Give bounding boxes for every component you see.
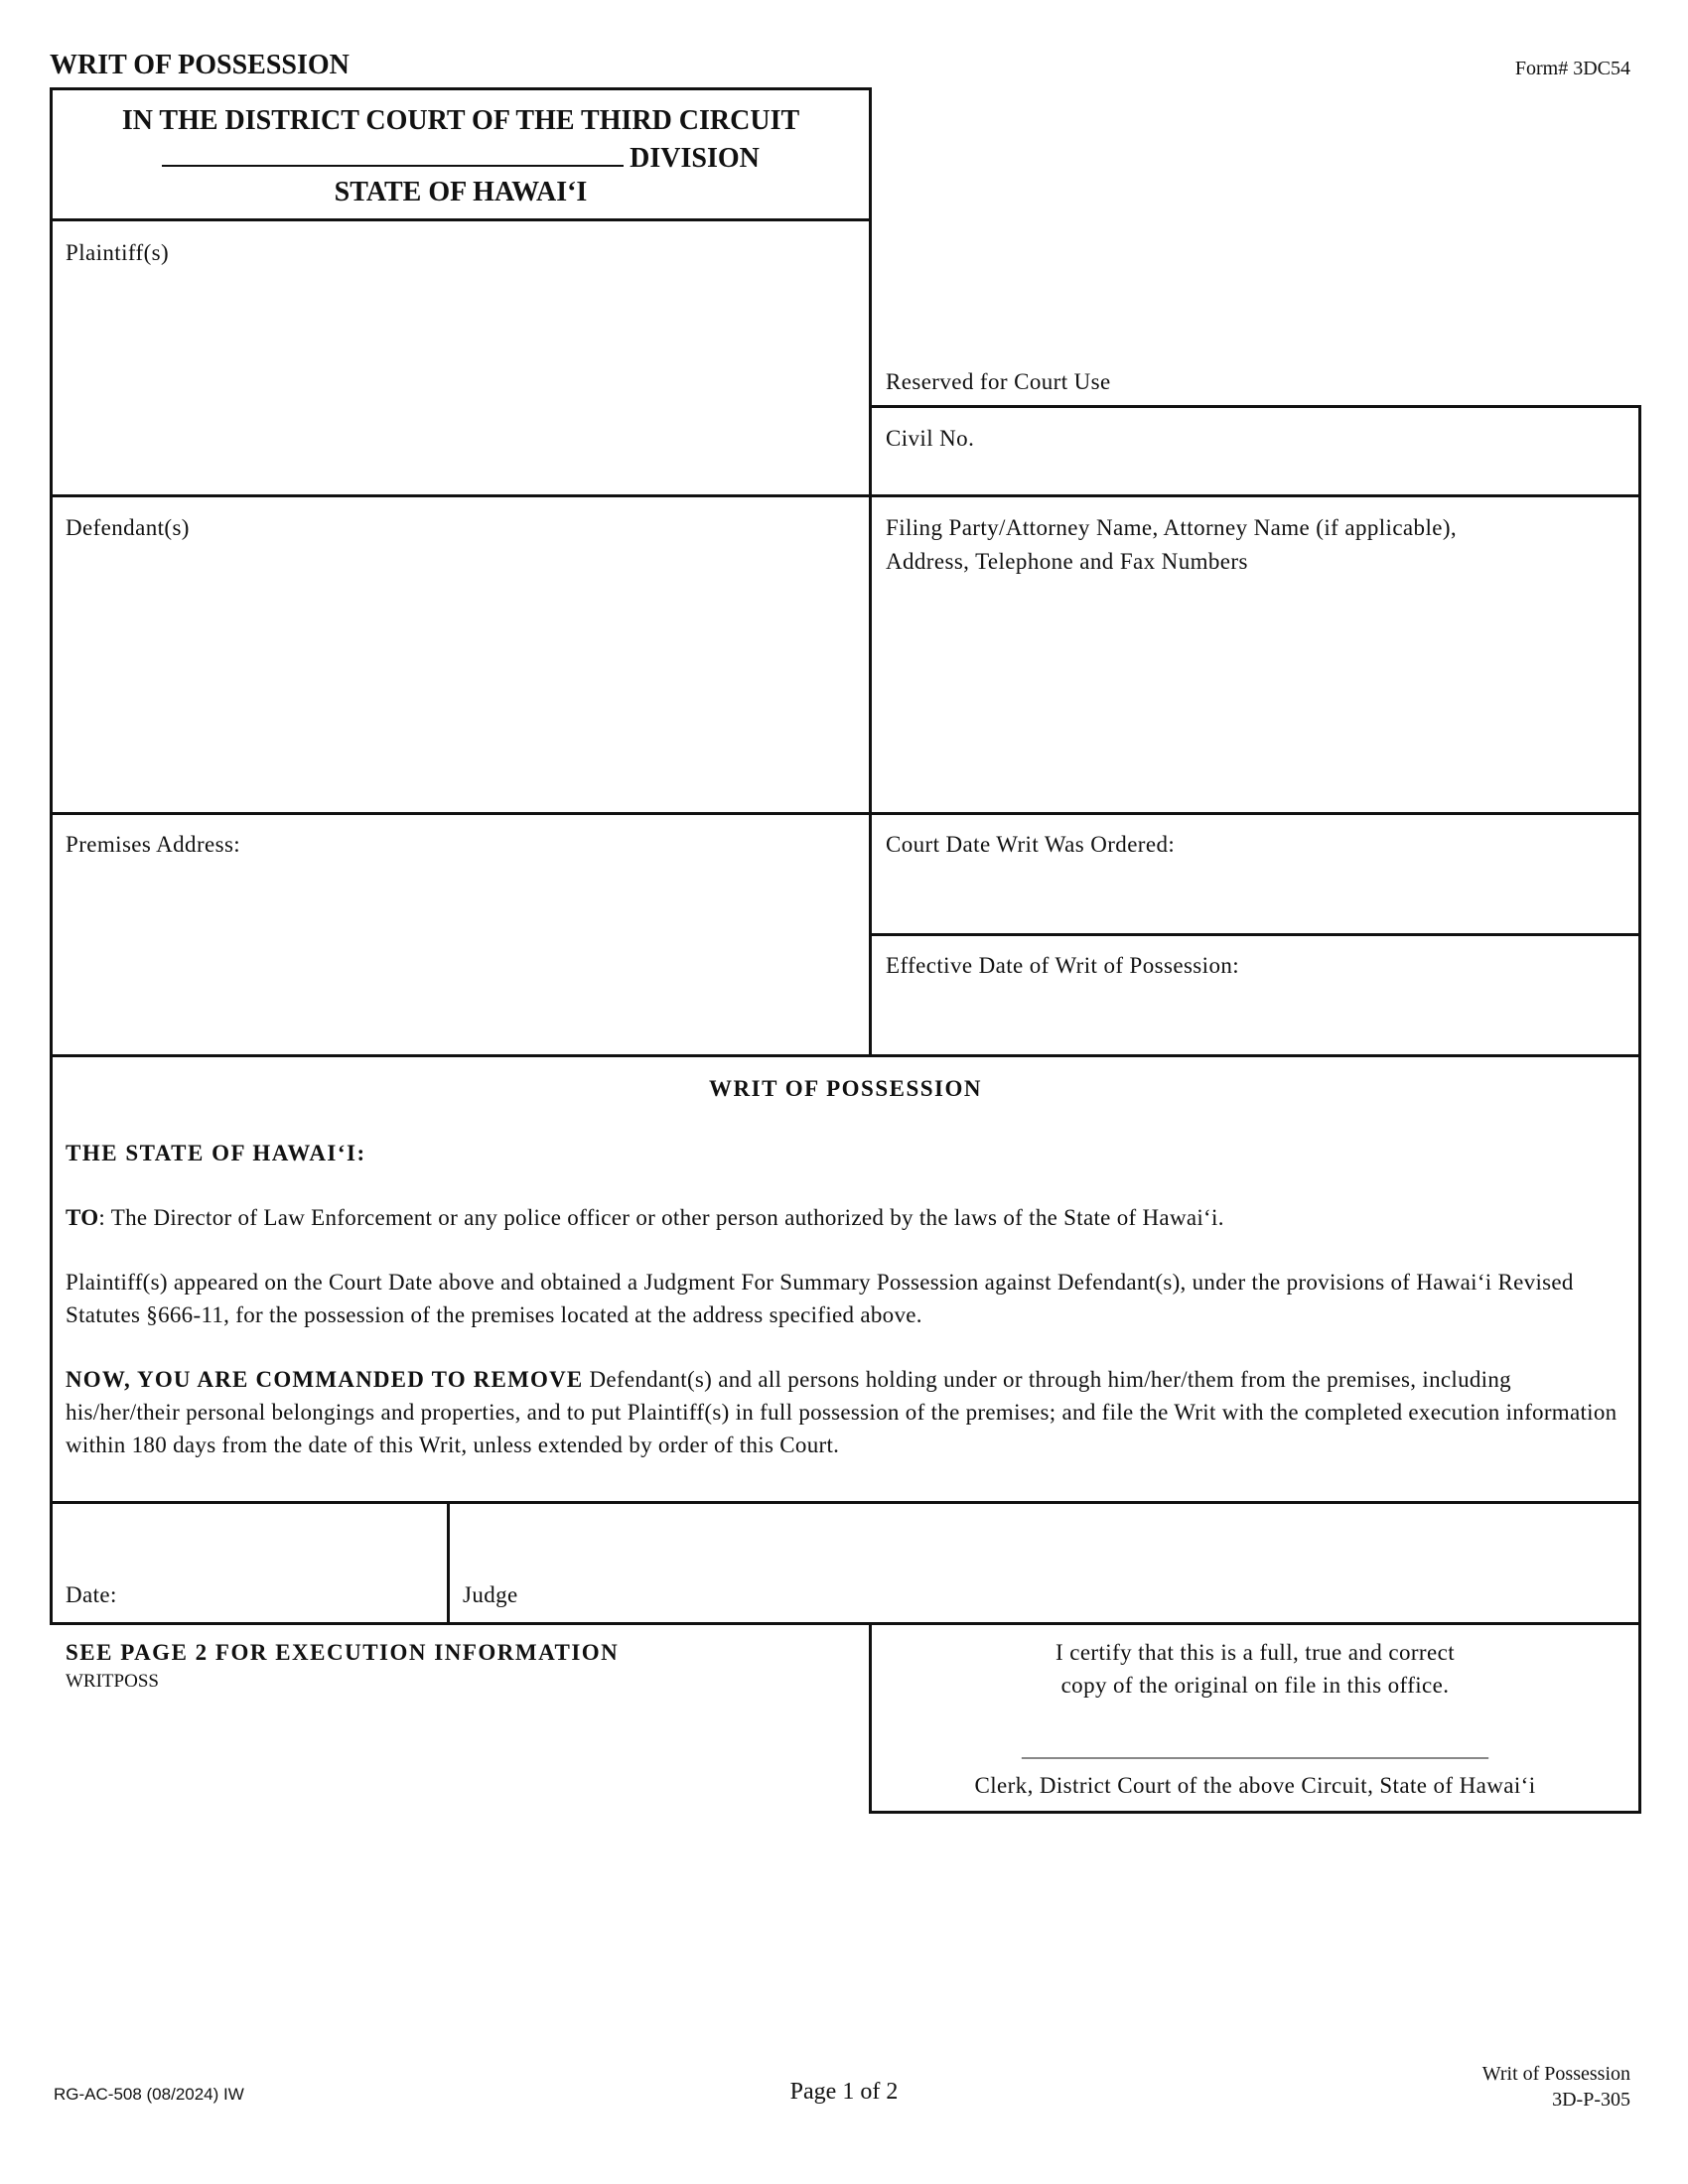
document-title: WRIT OF POSSESSION [50, 50, 350, 80]
state-name: STATE OF HAWAI‘I [334, 177, 588, 207]
premises-top-border [50, 812, 1641, 815]
caption-top-border [50, 87, 869, 90]
division-blank[interactable] [162, 139, 624, 167]
command-text: Defendant(s) and all persons holding under or through him/her/them from the premises, including his/her/their personal belongings and properties, and to put Plaintiff(s) in full possession of the premises; and file the Writ with the completed execution information within 180 days from the date of this Writ, unless extended by order of this Court. [66, 1367, 1618, 1457]
state-salutation: THE STATE OF HAWAI‘I: [66, 1141, 366, 1165]
effective-date-label: Effective Date of Writ of Possession: [886, 953, 1240, 978]
premises-label: Premises Address: [66, 832, 241, 857]
civil-no-top-border [869, 405, 1641, 408]
plaintiffs-label: Plaintiff(s) [66, 240, 170, 265]
filing-party-label: Filing Party/Attorney Name, Attorney Name (if applicable), [886, 515, 1458, 540]
reserved-label: Reserved for Court Use [886, 369, 1111, 394]
division-line [53, 139, 869, 177]
footer-doc-name: Writ of Possession [1481, 2063, 1630, 2085]
defendants-label: Defendant(s) [66, 515, 190, 540]
command-lead: NOW, YOU ARE COMMANDED TO REMOVE [66, 1367, 584, 1392]
to-label: TO [66, 1205, 99, 1230]
clerk-signature-line[interactable]: _______________________________________________ [1022, 1739, 1488, 1761]
judgment-paragraph: Plaintiff(s) appeared on the Court Date above and obtained a Judgment For Summary Possession against Defendant(s), under the provisions of Hawai‘i Revised Statutes §666-11, for the possession of the premises located at the address specified above. [66, 1270, 1574, 1327]
defendant-top-border [50, 494, 1641, 497]
center-divider [869, 87, 872, 1054]
left-border [50, 87, 53, 1622]
page-number: Page 1 of 2 [789, 2079, 899, 2105]
form-number: Form# 3DC54 [1514, 58, 1630, 79]
clerk-title: Clerk, District Court of the above Circuit, State of Hawai‘i [974, 1773, 1536, 1798]
signature-top-border [50, 1501, 1641, 1504]
form-code: WRITPOSS [66, 1671, 159, 1692]
certify-line-1: I certify that this is a full, true and correct [1055, 1640, 1455, 1665]
footer-doc-code: 3D-P-305 [1552, 2089, 1630, 2111]
execution-notice: SEE PAGE 2 FOR EXECUTION INFORMATION [66, 1640, 620, 1665]
division-label: DIVISION [630, 143, 760, 174]
date-label: Date: [66, 1582, 117, 1607]
command-paragraph [66, 1363, 1624, 1461]
certify-bottom-border [869, 1811, 1641, 1814]
to-paragraph [66, 1201, 1624, 1234]
judge-label: Judge [463, 1582, 518, 1607]
filing-party-label-2: Address, Telephone and Fax Numbers [886, 549, 1248, 574]
court-name: IN THE DISTRICT COURT OF THE THIRD CIRCUIT [121, 105, 800, 136]
effective-date-top-border [869, 933, 1641, 936]
signature-divider [447, 1501, 450, 1622]
footer-form-code: RG-AC-508 (08/2024) IW [54, 2085, 244, 2104]
caption-bottom-border [50, 218, 869, 221]
civil-no-label: Civil No. [886, 426, 975, 451]
writ-heading: WRIT OF POSSESSION [709, 1076, 982, 1101]
writ-top-border [50, 1054, 1641, 1057]
right-border [1638, 405, 1641, 1814]
to-text: : The Director of Law Enforcement or any police officer or other person authorized by the laws of the State of Hawai‘i. [98, 1205, 1224, 1230]
signature-bottom-border [50, 1622, 1641, 1625]
court-date-label: Court Date Writ Was Ordered: [886, 832, 1176, 857]
certify-line-2: copy of the original on file in this office. [1060, 1673, 1450, 1698]
